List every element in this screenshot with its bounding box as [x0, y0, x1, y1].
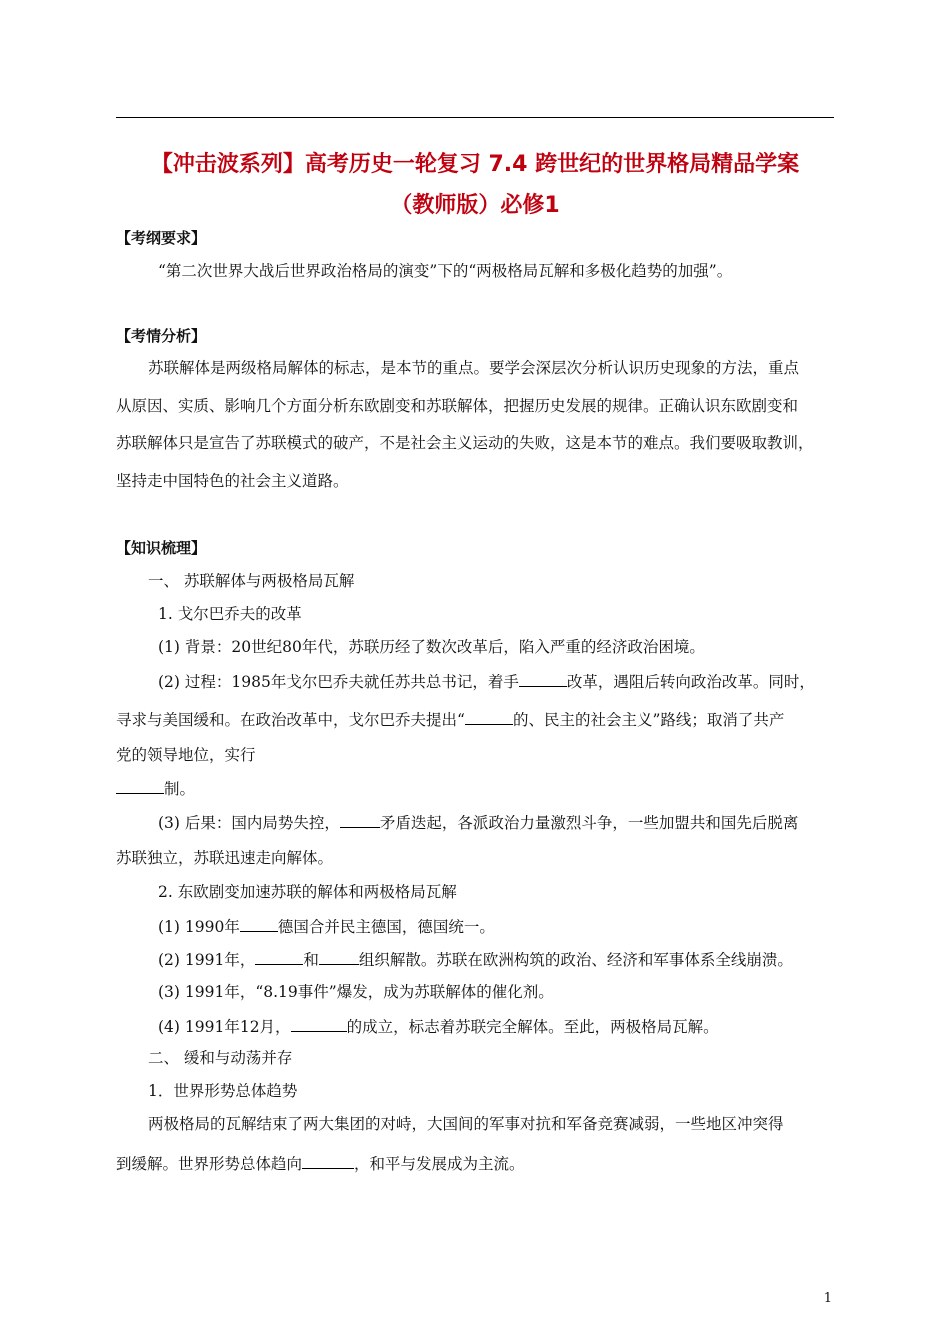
fill-blank[interactable] — [255, 948, 303, 965]
analysis-line-4: 坚持走中国特色的社会主义道路。 — [116, 472, 349, 490]
header-rule — [116, 117, 834, 118]
fill-blank[interactable] — [340, 811, 380, 828]
fill-blank[interactable] — [240, 915, 278, 932]
doc-title-line2: （教师版）必修1 — [390, 193, 560, 218]
process-text-c: 寻求与美国缓和。在政治改革中，戈尔巴乔夫提出“ — [116, 711, 465, 729]
process-text-b: 改革，遇阻后转向政治改革。同时， — [566, 673, 815, 691]
result-text-a: (3) 后果：国内局势失控， — [158, 814, 340, 832]
section-heading-knowledge: 【知识梳理】 — [116, 539, 207, 557]
knowledge-item-1: 一、 苏联解体与两极格局瓦解 — [148, 572, 355, 590]
knowledge-item-2: 二、 缓和与动荡并存 — [148, 1049, 293, 1067]
world-trend-text-a: 到缓解。世界形势总体趋向 — [116, 1155, 303, 1173]
event-1-text-b: 德国合并民主德国，德国统一。 — [277, 918, 495, 936]
section-heading-analysis: 【考情分析】 — [116, 327, 207, 345]
event-1-text-a: (1) 1990年 — [158, 918, 240, 936]
event-2-text-c: 组织解散。苏联在欧洲构筑的政治、经济和军事体系全线崩溃。 — [358, 951, 793, 969]
analysis-line-2: 从原因、实质、影响几个方面分析东欧剧变和苏联解体，把握历史发展的规律。正确认识东欧剧变和 — [116, 397, 799, 415]
event-4-text-b: 的成立，标志着苏联完全解体。至此，两极格局瓦解。 — [346, 1018, 719, 1036]
fill-blank[interactable] — [291, 1015, 347, 1032]
event-1 — [158, 915, 495, 937]
result-line-1 — [158, 811, 798, 833]
knowledge-sub-3: 1．世界形势总体趋势 — [148, 1082, 298, 1100]
process-line-1 — [158, 670, 815, 692]
background-text: (1) 背景：20世纪80年代，苏联历经了数次改革后，陷入严重的经济政治困境。 — [158, 638, 705, 656]
process-line-2 — [116, 708, 784, 730]
analysis-line-1: 苏联解体是两级格局解体的标志，是本节的重点。要学会深层次分析认识历史现象的方法，重点 — [148, 359, 800, 377]
process-line-4 — [116, 777, 195, 799]
event-2 — [158, 948, 793, 970]
process-text-d: 的、民主的社会主义”路线；取消了共产 — [512, 711, 785, 729]
world-trend-line-1: 两极格局的瓦解结束了两大集团的对峙，大国间的军事对抗和军备竞赛减弱，一些地区冲突得 — [148, 1115, 784, 1133]
page-number: 1 — [823, 1291, 832, 1306]
fill-blank[interactable] — [302, 1152, 354, 1169]
doc-title-line1: 【冲击波系列】高考历史一轮复习 7.4 跨世纪的世界格局精品学案 — [150, 152, 800, 177]
process-line-3: 党的领导地位，实行 — [116, 746, 256, 764]
result-text-b: 矛盾迭起，各派政治力量激烈斗争，一些加盟共和国先后脱离 — [379, 814, 799, 832]
event-2-text-a: (2) 1991年， — [158, 951, 256, 969]
analysis-line-3: 苏联解体只是宣告了苏联模式的破产，不是社会主义运动的失败，这是本节的难点。我们要吸取教训， — [116, 434, 814, 452]
event-3: (3) 1991年，“8.19事件”爆发，成为苏联解体的催化剂。 — [158, 983, 554, 1001]
fill-blank[interactable] — [519, 670, 567, 687]
world-trend-line-2 — [116, 1152, 525, 1174]
fill-blank[interactable] — [465, 708, 513, 725]
section-heading-syllabus: 【考纲要求】 — [116, 229, 207, 247]
event-4 — [158, 1015, 719, 1037]
world-trend-text-b: ，和平与发展成为主流。 — [354, 1155, 525, 1173]
event-2-text-b: 和 — [303, 951, 319, 969]
process-text-f: 制。 — [164, 780, 196, 798]
knowledge-sub-2: 2. 东欧剧变加速苏联的解体和两极格局瓦解 — [158, 883, 457, 901]
process-text-a: (2) 过程：1985年戈尔巴乔夫就任苏共总书记，着手 — [158, 673, 519, 691]
fill-blank[interactable] — [116, 777, 164, 794]
fill-blank[interactable] — [319, 948, 359, 965]
syllabus-text: “第二次世界大战后世界政治格局的演变”下的“两极格局瓦解和多极化趋势的加强”。 — [158, 262, 733, 280]
result-line-2: 苏联独立，苏联迅速走向解体。 — [116, 849, 334, 867]
event-4-text-a: (4) 1991年12月， — [158, 1018, 291, 1036]
knowledge-sub-1: 1. 戈尔巴乔夫的改革 — [158, 605, 302, 623]
